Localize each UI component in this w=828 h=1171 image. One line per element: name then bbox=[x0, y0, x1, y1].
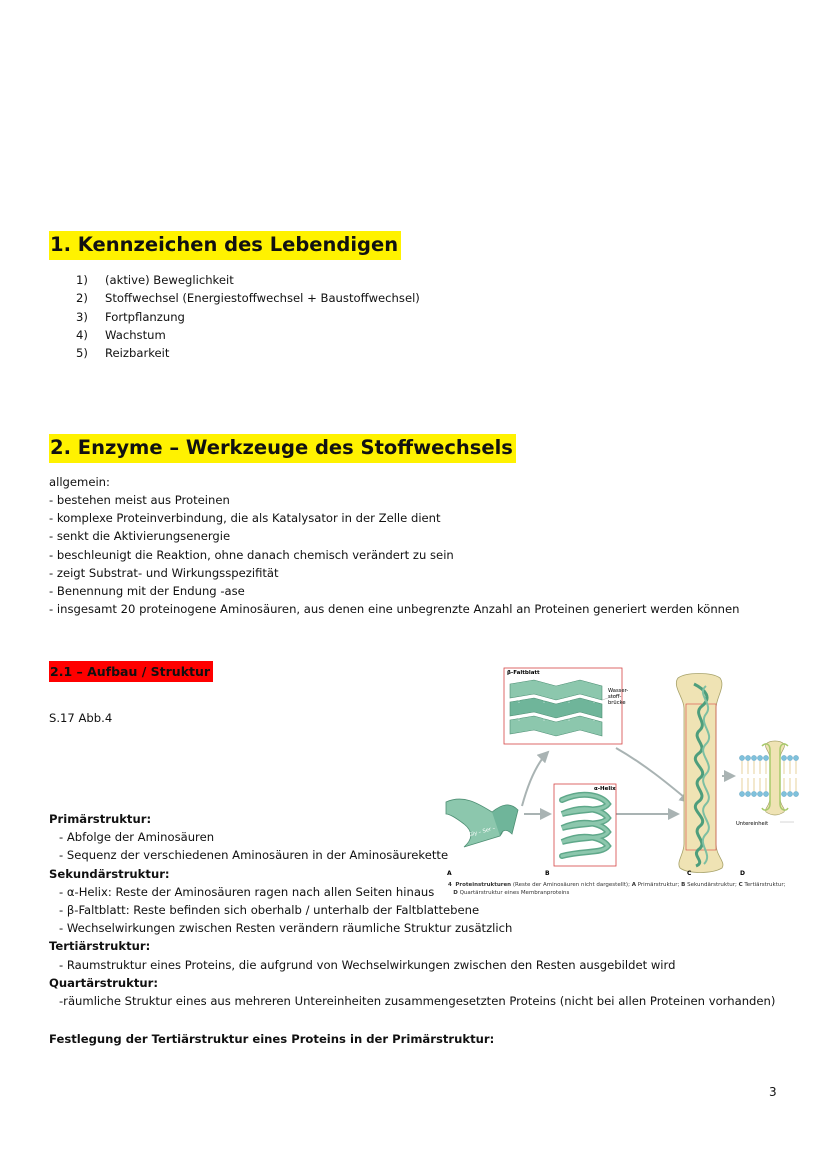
chain-label: Val – Gly – Ser – bbox=[454, 825, 497, 842]
list-item: 2) Stoffwechsel (Energiestoffwechsel + Baustoffwechsel) bbox=[76, 291, 420, 306]
enzyme-intro: allgemein: bbox=[49, 475, 110, 489]
tertiary-line: - Raumstruktur eines Proteins, die aufgrund von Wechselwirkungen zwischen den Resten ausgebildet wird bbox=[59, 957, 676, 972]
protein-structure-illustration bbox=[444, 664, 804, 900]
alpha-label: α-Helix bbox=[594, 786, 616, 792]
enzyme-fact-line: - bestehen meist aus Proteinen bbox=[49, 493, 230, 507]
quaternary-line: -räumliche Struktur eines aus mehreren Untereinheiten zusammengesetzten Proteins (nicht bei allen Proteinen vorhanden) bbox=[59, 994, 776, 1009]
quaternary-structure bbox=[736, 741, 799, 827]
enzyme-facts bbox=[49, 491, 740, 618]
list-item: 1) (aktive) Beweglichkeit bbox=[76, 273, 234, 287]
kennzeichen-list bbox=[76, 271, 420, 362]
figure-reference: S.17 Abb.4 bbox=[49, 711, 113, 725]
subunit-label: Untereinheit bbox=[736, 821, 769, 827]
hbond-label-3: brücke bbox=[608, 700, 626, 706]
enzyme-fact-line: - Benennung mit der Endung -ase bbox=[49, 584, 245, 599]
primary-title: Primärstruktur: bbox=[49, 812, 152, 826]
closing-statement: Festlegung der Tertiärstruktur eines Proteins in der Primärstruktur: bbox=[49, 1032, 495, 1046]
heading-aufbau-struktur: 2.1 – Aufbau / Struktur bbox=[49, 661, 213, 682]
hbond-label-1: Wasser- bbox=[608, 688, 629, 694]
primary-structure-strand bbox=[446, 799, 518, 847]
figure-caption: 4 Proteinstrukturen (Reste der Aminosäuren nicht dargestellt); A Primärstruktur; B Sekundärstruktur; C Tertiärstruktur; D Quartärstruktur eines Membranproteins bbox=[448, 882, 786, 896]
primary-line: - Abfolge der Aminosäuren bbox=[59, 830, 215, 845]
arrow-beta-to-tertiary bbox=[616, 748, 690, 802]
tertiary-structure bbox=[676, 674, 723, 873]
tertiary-title: Tertiärstruktur: bbox=[49, 939, 151, 954]
panel-label-c: C bbox=[687, 870, 692, 877]
panel-label-d: D bbox=[740, 870, 745, 877]
list-item: 4) Wachstum bbox=[76, 327, 166, 342]
secondary-line: - Wechselwirkungen zwischen Resten verändern räumliche Struktur zusätzlich bbox=[59, 921, 513, 936]
beta-label: β-Faltblatt bbox=[507, 670, 540, 676]
list-item: 5) Reizbarkeit bbox=[76, 346, 170, 361]
primary-line: - Sequenz der verschiedenen Aminosäuren in der Aminosäurekette bbox=[59, 848, 449, 863]
hbond-label-2: stoff- bbox=[608, 694, 622, 700]
secondary-line: - β-Faltblatt: Reste befinden sich oberhalb / unterhalb der Faltblattebene bbox=[59, 903, 480, 918]
heading-kennzeichen: 1. Kennzeichen des Lebendigen bbox=[49, 231, 401, 260]
enzyme-fact-line: - komplexe Proteinverbindung, die als Katalysator in der Zelle dient bbox=[49, 511, 441, 526]
arrow-to-beta bbox=[522, 752, 548, 806]
beta-sheet-panel bbox=[504, 668, 628, 744]
list-item: 3) Fortpflanzung bbox=[76, 309, 185, 324]
enzyme-fact-line: - beschleunigt die Reaktion, ohne danach chemisch verändert zu sein bbox=[49, 547, 454, 562]
enzyme-fact-line: - zeigt Substrat- und Wirkungsspezifität bbox=[49, 565, 279, 580]
page-number: 3 bbox=[769, 1085, 777, 1099]
quaternary-title: Quartärstruktur: bbox=[49, 975, 159, 990]
alpha-helix-panel bbox=[554, 784, 616, 866]
heading-enzyme: 2. Enzyme – Werkzeuge des Stoffwechsels bbox=[49, 434, 516, 463]
panel-label-a: A bbox=[447, 870, 452, 877]
enzyme-fact-line: - insgesamt 20 proteinogene Aminosäuren, aus denen eine unbegrenzte Anzahl an Proteinen generiert werden können bbox=[49, 602, 740, 617]
secondary-title: Sekundärstruktur: bbox=[49, 866, 170, 881]
panel-label-b: B bbox=[545, 870, 550, 877]
enzyme-fact-line: - senkt die Aktivierungsenergie bbox=[49, 529, 231, 544]
protein-structure-figure bbox=[444, 664, 804, 900]
secondary-line: - α-Helix: Reste der Aminosäuren ragen nach allen Seiten hinaus bbox=[59, 884, 435, 899]
